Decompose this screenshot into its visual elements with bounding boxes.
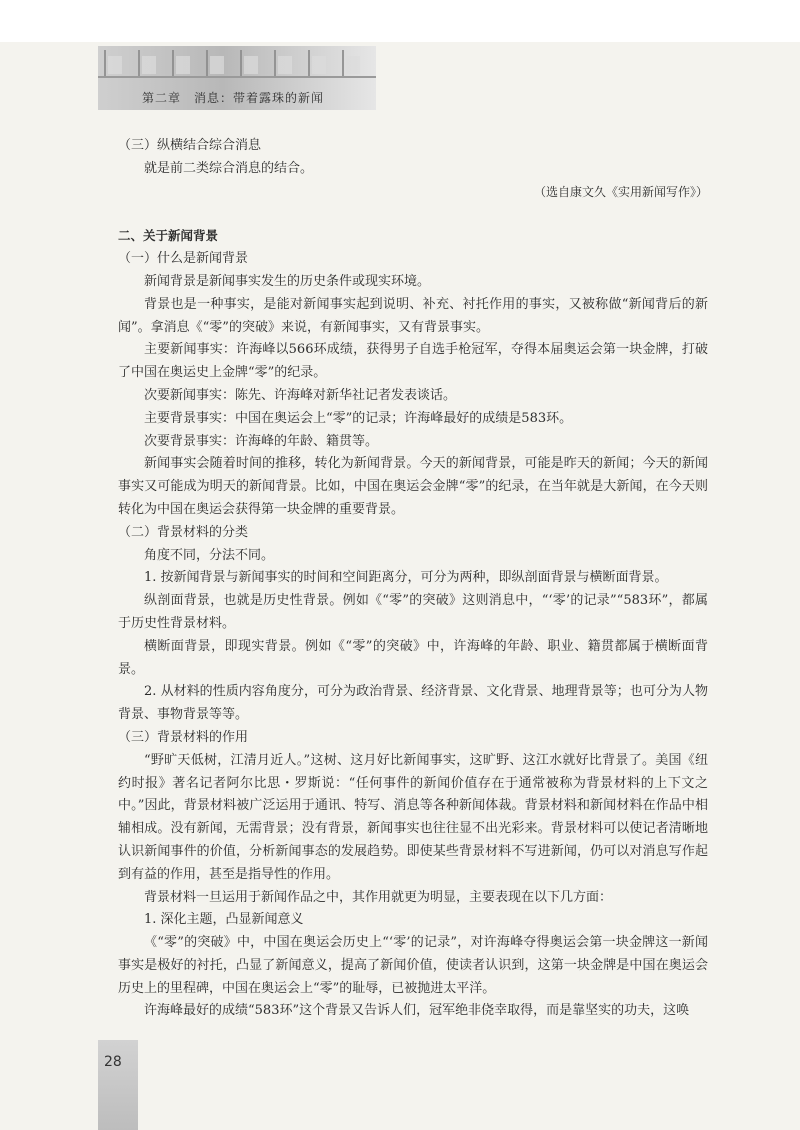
- subheading-classification: （二）背景材料的分类: [118, 524, 249, 540]
- page-number: 28: [104, 1054, 122, 1070]
- paragraph: “野旷天低树，江清月近人。”这树、这月好比新闻事实，这旷野、这江水就好比背景了。美国《纽约时报》著名记者阿尔比思・罗斯说：“任何事件的新闻价值存在于通常被称为背景材料的上下文之中。”因此，背景材料被广泛运用于通讯、特写、消息等各种新闻体裁。背景材料和新闻材料在作品中相辅相成。没有新闻，无需背景；没有背景，新闻事实也往往显不出光彩来。背景材料可以使记者清晰地认识新闻事件的价值，分析新闻事态的发展趋势。即使某些背景材料不写进新闻，仍可以对消息写作起到有益的作用，甚至是指导性的作用。: [118, 752, 708, 882]
- paragraph: 1. 按新闻背景与新闻事实的时间和空间距离分，可分为两种，即纵剖面背景与横断面背景。: [144, 570, 668, 586]
- subheading-vertical-horizontal: （三）纵横结合综合消息: [118, 138, 262, 153]
- paragraph: 1. 深化主题，凸显新闻意义: [144, 912, 304, 928]
- body-text: [118, 135, 708, 1023]
- paragraph: 主要新闻事实：许海峰以566环成绩，获得男子自选手枪冠军，夺得本届奥运会第一块金牌，打破了中国在奥运史上金牌“零”的纪录。: [118, 342, 708, 381]
- paragraph: 许海峰最好的成绩“583环”这个背景又告诉人们，冠军绝非侥幸取得，而是靠坚实的功夫，这唤: [144, 1003, 690, 1019]
- paragraph: 横断面背景，即现实背景。例如《“零”的突破》中，许海峰的年龄、职业、籍贯都属于横断面背景。: [118, 638, 708, 677]
- paragraph: 2. 从材料的性质内容角度分，可分为政治背景、经济背景、文化背景、地理背景等；也可分为人物背景、事物背景等等。: [118, 684, 708, 723]
- chapter-title: 第二章 消息：带着露珠的新闻: [142, 91, 325, 105]
- paragraph: 背景也是一种事实，是能对新闻事实起到说明、补充、衬托作用的事实，又被称做“新闻背后的新闻”。拿消息《“零”的突破》来说，有新闻事实，又有背景事实。: [118, 296, 708, 335]
- source-citation: （选自康文久《实用新闻写作》）: [533, 184, 708, 199]
- section-heading: 二、关于新闻背景: [118, 228, 219, 244]
- paragraph: 背景材料一旦运用于新闻作品之中，其作用就更为明显，主要表现在以下几方面：: [144, 889, 613, 905]
- header-rule: [98, 76, 376, 78]
- paragraph: 次要新闻事实：陈先、许海峰对新华社记者发表谈话。: [144, 387, 457, 403]
- paragraph: 次要背景事实：许海峰的年龄、籍贯等。: [144, 433, 379, 449]
- paragraph: 就是前二类综合消息的结合。: [144, 160, 314, 176]
- subheading-function: （三）背景材料的作用: [118, 729, 249, 745]
- subheading-what-is-background: （一）什么是新闻背景: [118, 251, 249, 267]
- paragraph: 角度不同，分法不同。: [144, 547, 275, 563]
- paragraph: 新闻事实会随着时间的推移，转化为新闻背景。今天的新闻背景，可能是昨天的新闻；今天的新闻事实又可能成为明天的新闻背景。比如，中国在奥运会金牌“零”的纪录，在当年就是大新闻，在今天则转化为中国在奥运会获得第一块金牌的重要背景。: [118, 456, 708, 517]
- header-ticks: [104, 50, 370, 78]
- paragraph: 新闻背景是新闻事实发生的历史条件或现实环境。: [144, 273, 431, 289]
- paragraph: 主要背景事实：中国在奥运会上“零”的记录；许海峰最好的成绩是583环。: [144, 410, 573, 426]
- paragraph: 纵剖面背景，也就是历史性背景。例如《“零”的突破》这则消息中，“‘零’的记录”“583环”，都属于历史性背景材料。: [118, 593, 708, 631]
- paragraph: 《“零”的突破》中，中国在奥运会历史上“‘零’的记录”，对许海峰夺得奥运会第一块金牌这一新闻事实是极好的衬托，凸显了新闻意义，提高了新闻价值，使读者认识到，这第一块金牌是中国在奥运会历史上的里程碑，中国在奥运会上“零”的耻辱，已被抛进太平洋。: [118, 935, 708, 996]
- top-margin: [0, 0, 800, 42]
